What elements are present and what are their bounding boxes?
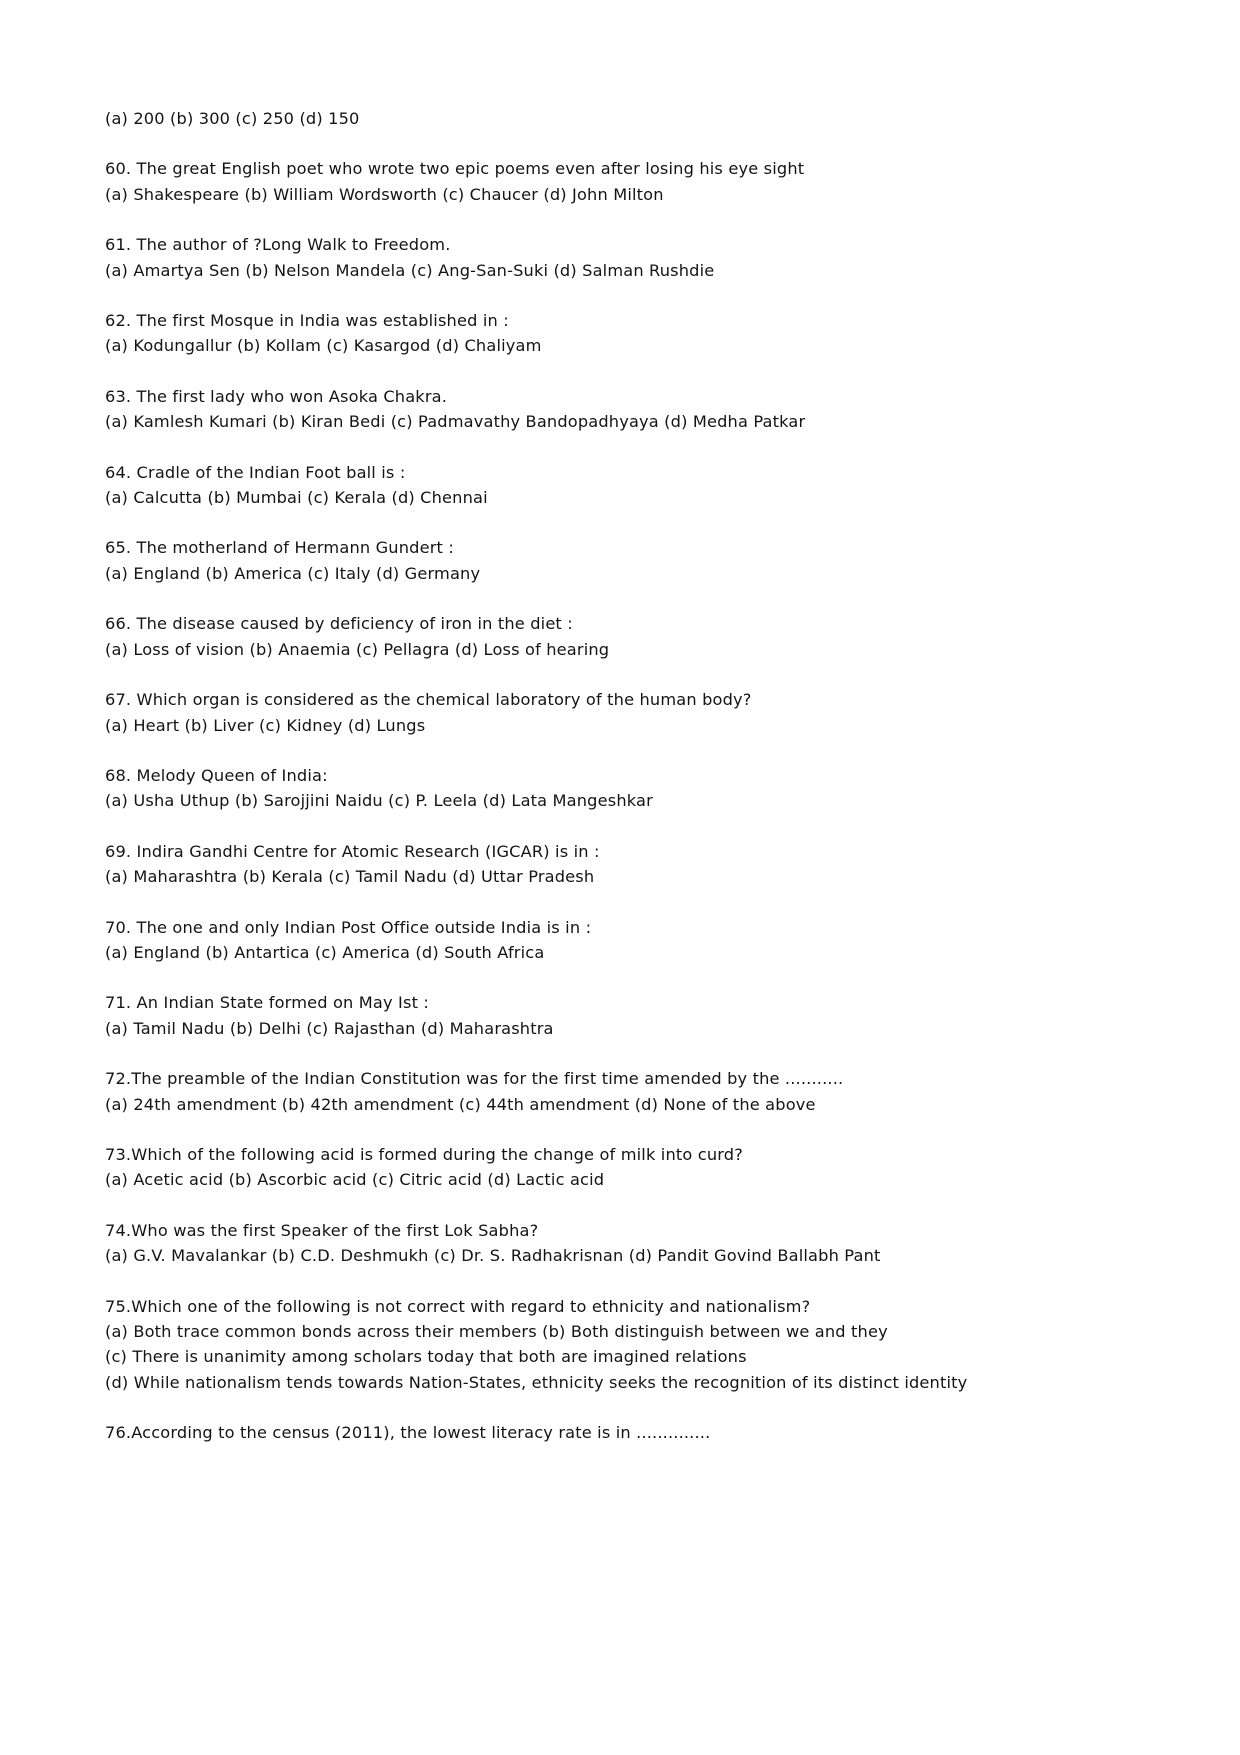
question-text: 67. Which organ is considered as the chemical laboratory of the human body? bbox=[105, 690, 752, 710]
question-text: 61. The author of ?Long Walk to Freedom. bbox=[105, 235, 451, 255]
question-text: 69. Indira Gandhi Centre for Atomic Research (IGCAR) is in : bbox=[105, 841, 600, 861]
question-text: 73.Which of the following acid is formed during the change of milk into curd? bbox=[105, 1144, 743, 1164]
option-line: (a) Acetic acid (b) Ascorbic acid (c) Citric acid (d) Lactic acid bbox=[105, 1170, 605, 1190]
question-block bbox=[105, 106, 1115, 131]
question-text: 62. The first Mosque in India was established in : bbox=[105, 311, 509, 331]
option-line: (a) Loss of vision (b) Anaemia (c) Pellagra (d) Loss of hearing bbox=[105, 639, 610, 659]
option-line: (a) Shakespeare (b) William Wordsworth (c) Chaucer (d) John Milton bbox=[105, 184, 664, 204]
option-line: (a) 24th amendment (b) 42th amendment (c) 44th amendment (d) None of the above bbox=[105, 1094, 816, 1114]
question-block bbox=[105, 156, 1115, 207]
question-block bbox=[105, 915, 1115, 966]
question-text: 71. An Indian State formed on May Ist : bbox=[105, 993, 430, 1013]
question-text: 66. The disease caused by deficiency of iron in the diet : bbox=[105, 614, 573, 634]
question-text: 75.Which one of the following is not correct with regard to ethnicity and nationalism? bbox=[105, 1296, 811, 1316]
question-block bbox=[105, 839, 1115, 890]
question-block bbox=[105, 763, 1115, 814]
question-text: 76.According to the census (2011), the lowest literacy rate is in .............. bbox=[105, 1423, 711, 1443]
question-list bbox=[105, 106, 1115, 1446]
option-line: (a) England (b) America (c) Italy (d) Germany bbox=[105, 563, 481, 583]
question-text: 74.Who was the first Speaker of the first Lok Sabha? bbox=[105, 1220, 539, 1240]
question-block bbox=[105, 1218, 1115, 1269]
option-line: (a) England (b) Antartica (c) America (d) South Africa bbox=[105, 942, 545, 962]
question-text: 68. Melody Queen of India: bbox=[105, 765, 328, 785]
option-line: (d) While nationalism tends towards Nation-States, ethnicity seeks the recognition of its distinct identity bbox=[105, 1372, 968, 1392]
question-block bbox=[105, 535, 1115, 586]
option-line: (a) Maharashtra (b) Kerala (c) Tamil Nadu (d) Uttar Pradesh bbox=[105, 867, 595, 887]
option-line: (a) Tamil Nadu (b) Delhi (c) Rajasthan (d) Maharashtra bbox=[105, 1018, 554, 1038]
option-line: (a) Kodungallur (b) Kollam (c) Kasargod (d) Chaliyam bbox=[105, 336, 542, 356]
option-line: (a) Heart (b) Liver (c) Kidney (d) Lungs bbox=[105, 715, 426, 735]
question-block bbox=[105, 687, 1115, 738]
question-text: 60. The great English poet who wrote two epic poems even after losing his eye sight bbox=[105, 159, 805, 179]
question-block bbox=[105, 232, 1115, 283]
question-block bbox=[105, 1142, 1115, 1193]
option-line: (a) Usha Uthup (b) Sarojjini Naidu (c) P. Leela (d) Lata Mangeshkar bbox=[105, 791, 653, 811]
question-block bbox=[105, 990, 1115, 1041]
question-text: 63. The first lady who won Asoka Chakra. bbox=[105, 386, 448, 406]
option-line: (c) There is unanimity among scholars today that both are imagined relations bbox=[105, 1347, 747, 1367]
question-block bbox=[105, 1294, 1115, 1396]
option-line: (a) Both trace common bonds across their members (b) Both distinguish between we and they bbox=[105, 1322, 888, 1341]
question-text: 64. Cradle of the Indian Foot ball is : bbox=[105, 462, 406, 482]
question-text: (a) 200 (b) 300 (c) 250 (d) 150 bbox=[105, 109, 360, 128]
question-block bbox=[105, 1066, 1115, 1117]
question-block bbox=[105, 1420, 1115, 1445]
question-block bbox=[105, 460, 1115, 511]
question-text: 65. The motherland of Hermann Gundert : bbox=[105, 538, 454, 558]
option-line: (a) G.V. Mavalankar (b) C.D. Deshmukh (c) Dr. S. Radhakrisnan (d) Pandit Govind Ballabh Pant bbox=[105, 1246, 881, 1266]
option-line: (a) Amartya Sen (b) Nelson Mandela (c) Ang-San-Suki (d) Salman Rushdie bbox=[105, 260, 715, 280]
option-line: (a) Kamlesh Kumari (b) Kiran Bedi (c) Padmavathy Bandopadhyaya (d) Medha Patkar bbox=[105, 412, 806, 432]
option-line: (a) Calcutta (b) Mumbai (c) Kerala (d) Chennai bbox=[105, 488, 488, 508]
question-text: 72.The preamble of the Indian Constitution was for the first time amended by the ........... bbox=[105, 1069, 844, 1089]
question-block bbox=[105, 384, 1115, 435]
question-block bbox=[105, 611, 1115, 662]
question-text: 70. The one and only Indian Post Office outside India is in : bbox=[105, 917, 592, 937]
question-block bbox=[105, 308, 1115, 359]
